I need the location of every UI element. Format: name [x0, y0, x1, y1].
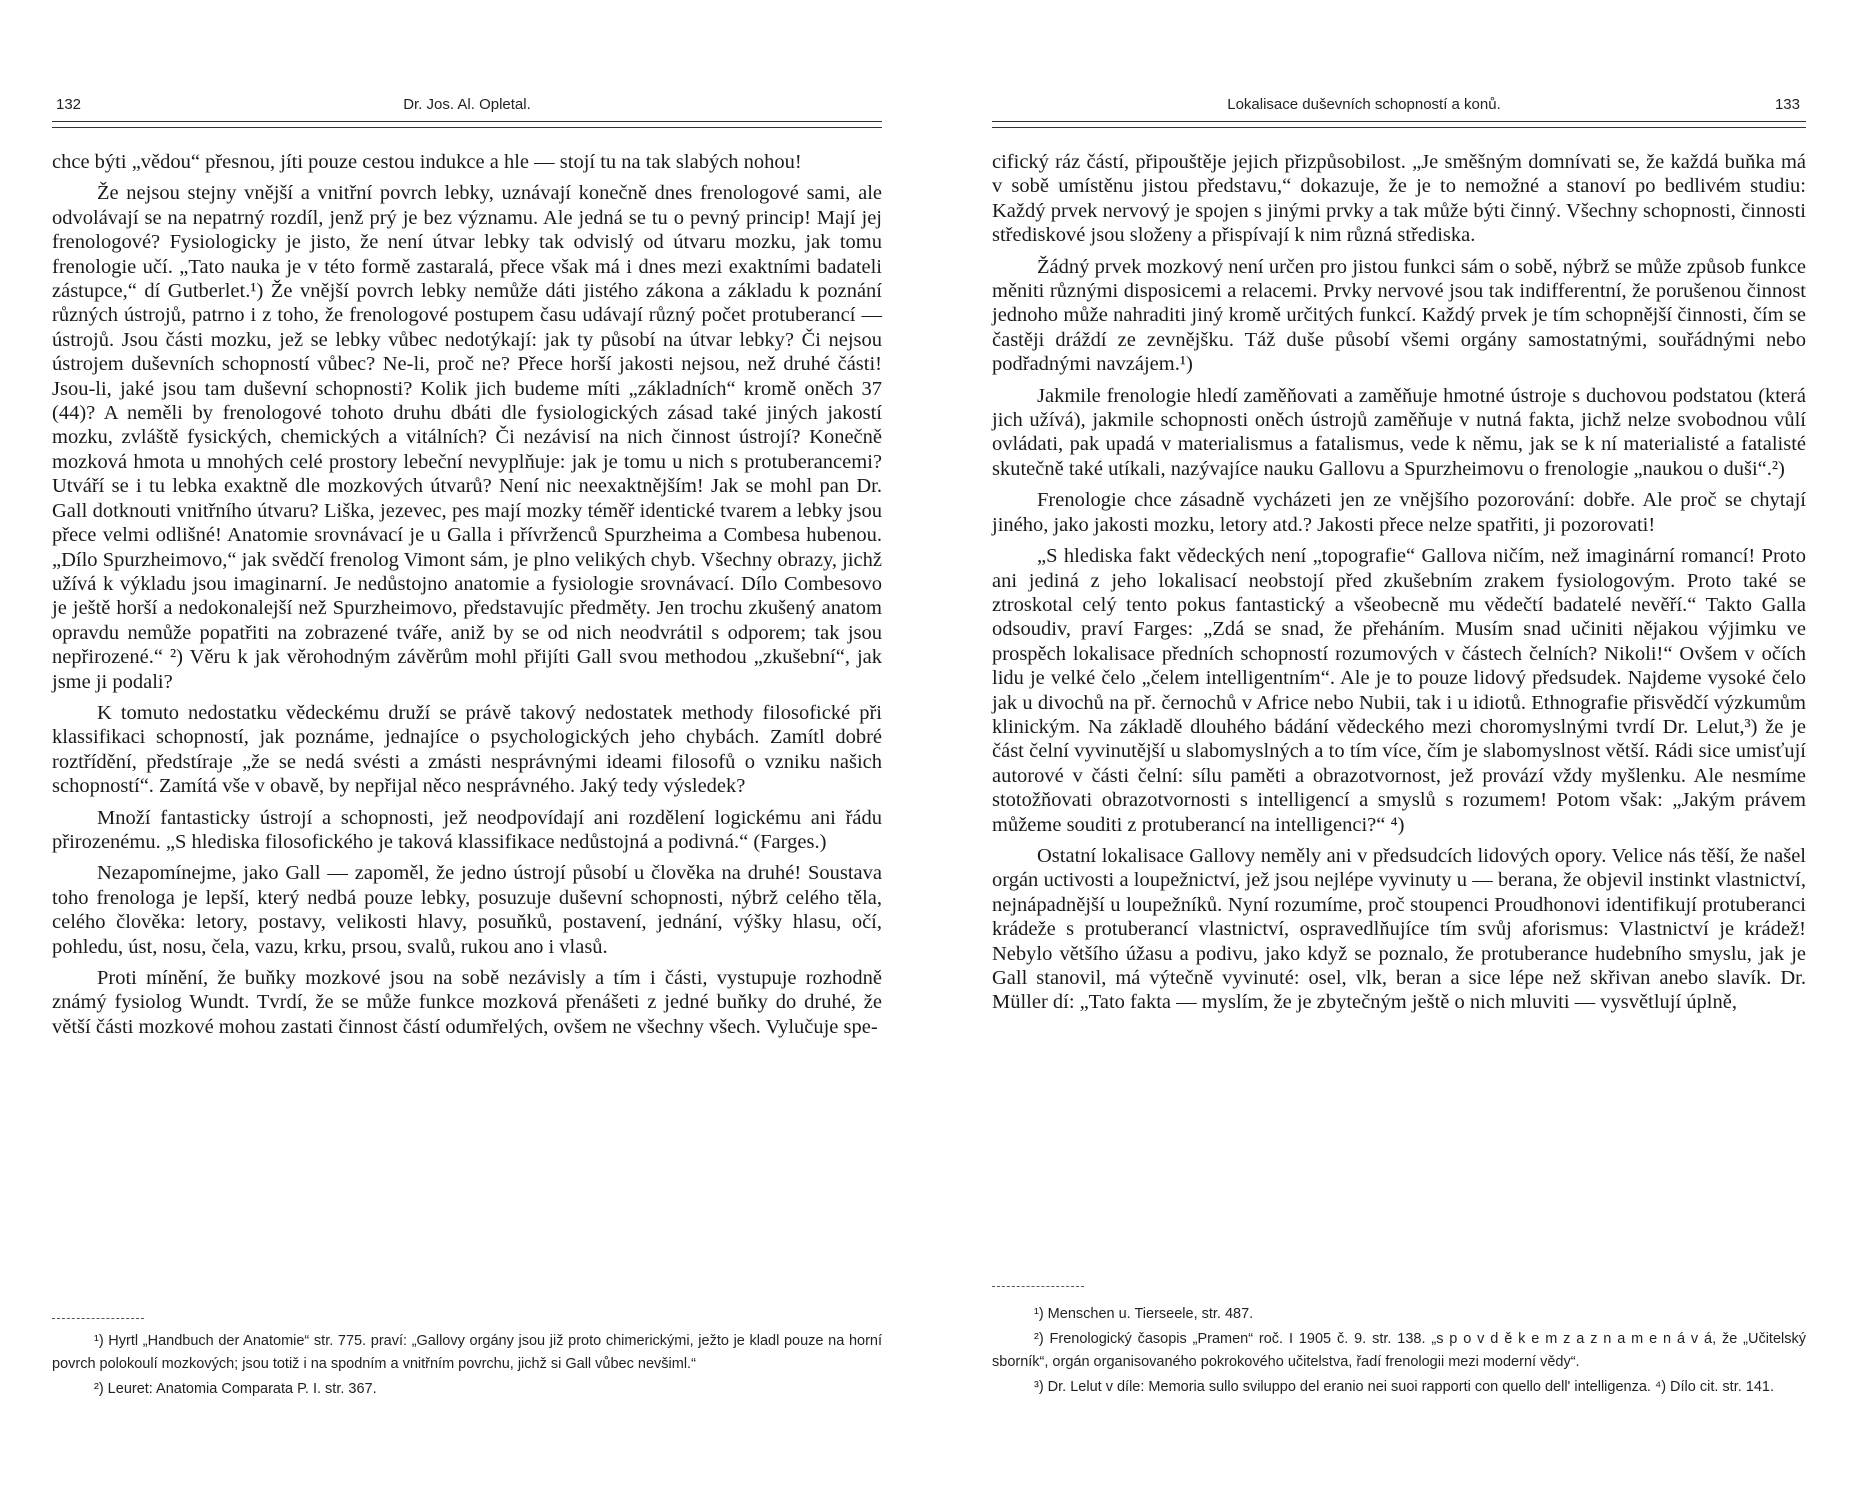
paragraph: Ostatní lokalisace Gallovy neměly ani v předsudcích lidových opory. Velice nás těší, že našel orgán uctivosti a loupežnictví, jež jsou nejlépe vyvinuty u — berana, že objevil instinkt vlastnictví, nejnápadnější u loupežníků. Nyní rozumíme, proč stoupenci Proudhonovi identifikují protuberanci krádeže s protuberancí vlastnictví, ospravedlňujíce tím svůj aforismus: Vlastnictví je krádež! Nebylo většího úžasu a podivu, jako když se poznalo, že protuberance hudebního smyslu, jak je Gall stanovil, má výtečně vyvinuté: osel, vlk, beran a sice lépe než skřivan anebo slavík. Dr. Müller dí: „Tato fakta — myslím, že je zbytečným ještě o nich mluviti — vysvětlují úplně,	[992, 844, 1806, 1014]
footnote: ²) Leuret: Anatomia Comparata P. I. str. 367.	[94, 1381, 377, 1397]
header-rule	[992, 121, 1806, 128]
paragraph: „S hlediska fakt vědeckých není „topografie“ Gallova ničím, než imaginární romancí! Proto ani jediná z jeho lokalisací neobstojí před zkušebním zrakem fysiologovým. Proto také se ztroskotal celý tento pokus fantastický a všeobecně mu vědečtí badatelé nevěří.“ Takto Galla odsoudiv, praví Farges: „Zdá se snad, že přeháním. Musím snad učiniti nějakou výjimku ve prospěch lokalisace předních schopností rozumových v částech čelních? Nikoli!“ Ovšem v očích lidu je velké čelo „čelem intelligentním“. Ale je to pouze lidový předsudek. Najdeme vysoké čelo jak u divochů na př. černochů v Africe nebo Nubii, tak i u idiotů. Ethnografie přisvědčí výzkumům klinickým. Na základě dlouhého bádání vědeckého mezi choromyslnými tvrdí Dr. Lelut,³) že je část čelní vyvinutější u slabomyslných a to tím více, čím je slabomyslnost větší. Rádi sice umisťují autorové v části čelní: sílu paměti a obrazotvornost, jež provází vždy myšlenku. Ale nesmíme stotožňovati obrazotvornosti s intelligencí a smyslů s rozumem! Potom však: „Jakým právem můžeme souditi z protuberancí na intelligenci?“ ⁴)	[992, 545, 1806, 836]
left-page-header	[52, 96, 882, 120]
footnotes	[52, 1330, 882, 1403]
page-number: 133	[1774, 96, 1800, 113]
footnotes	[992, 1303, 1806, 1401]
left-page	[52, 0, 882, 1500]
running-head: Lokalisace duševních schopností a konů.	[1227, 96, 1501, 113]
paragraph: cifický ráz částí, připouštěje jejich přizpůsobilost. „Je směšným domnívati se, že každá buňka má v sobě umístěnu jistou představu,“ dokazuje, že je to nemožné a stanoví po bedlivém studiu: Každý prvek nervový je spojen s jinými prvky a tak může býti činný. Všechny schopnosti, činnosti střediskové jsou složeny a přispívají k nim různá střediska.	[992, 151, 1806, 247]
right-page	[992, 0, 1806, 1500]
paragraph: Nezapomínejme, jako Gall — zapoměl, že jedno ústrojí působí u člověka na druhé! Soustava toho frenologa je lepší, který nedbá pouze lebky, posuzuje duševní schopnosti, nýbrž celého těla, celého člověka: letory, postavy, velikosti hlavy, posuňků, postavení, jednání, výšky hlasu, očí, pohledu, úst, nosu, čela, vazu, krku, prsou, svalů, rukou ano i vlasů.	[52, 862, 882, 958]
paragraph: Že nejsou stejny vnější a vnitřní povrch lebky, uznávají konečně dnes frenologové sami, ale odvolávají se na nepatrný rozdíl, jenž prý je bez významu. Ale jedná se tu o pevný princip! Mají jej frenologové? Fysiologicky je jisto, že není útvar lebky tak odvislý od útvaru mozku, jak tomu frenologie učí. „Tato nauka je v této formě zastaralá, přece však má i dnes mezi exaktními badateli zástupce,“ dí Gutberlet.¹) Že vnější povrch lebky nemůže dáti jistého zákona a základu k poznání různých ústrojů, patrno i z toho, že frenologové postupem času udávají různý počet protuberancí — ústrojů. Jsou části mozku, jež se lebky vůbec nedotýkají: jak ty působí na útvar lebky? Či nejsou ústrojem duševních schopností vůbec? Ne-li, proč ne? Přece horší jakosti nejsou, než druhé části! Jsou-li, jaké jsou tam duševní schopnosti? Kolik jich budeme míti „základních“ kromě oněch 37 (44)? A neměli by frenologové tohoto druhu dbáti dle fysiologických zásad také jiných jakostí mozku, zvláště fysických, chemických a vitálních? Či nezávisí na nich činnost ústrojí? Konečně mozková hmota u mnohých celé prostory lebeční nevyplňuje: jak je tomu u nich s protuberancemi? Utváří se i tu lebka exaktně dle mozkových útvarů? Není nic neexaktnějším! Jak se mohl pan Dr. Gall dotknouti vnitřního útvaru? Liška, jezevec, pes mají mozky téměř identické tvarem a lebky jsou přece velmi odlišné! Anatomie srovnávací je u Galla i přívrženců Spurzheima a Combesa hubenou. „Dílo Spurzheimovo,“ jak svědčí frenolog Vimont sám, je plno velikých chyb. Všechny obrazy, jichž užívá k výkladu jsou imaginarní. Je nedůstojno anatomie a fysiologie srovnávací. Dílo Combesovo je ještě horší a nedokonalejší než Spurzheimovo, představujíc předměty. Jen trochu zkušený anatom opravdu nemůže popatřiti na zobrazené tváře, aniž by se od nich neodvrátil s odporem; tak jsou nepřirozené.“ ²) Věru k jak věrohodným závěrům mohl přijíti Gall svou methodou „zkušební“, jak jsme ji podali?	[52, 182, 882, 693]
footnote-separator	[992, 1286, 1084, 1287]
page-number: 132	[56, 96, 82, 113]
paragraph: Žádný prvek mozkový není určen pro jistou funkci sám o sobě, nýbrž se může způsob funkce měniti různými disposicemi a relacemi. Prvky nervové jsou tak indifferentní, že porušenou činnost jednoho může nahraditi jiný kromě určitých funkcí. Každý prvek je tím schopnější činnosti, čím se častěji dráždí ze zevnějšku. Táž duše působí všemi orgány samostatnými, souřádnými nebo podřadnými navzájem.¹)	[992, 255, 1806, 376]
footnote: ¹) Menschen u. Tierseele, str. 487.	[1034, 1306, 1254, 1322]
right-page-header	[992, 96, 1806, 120]
paragraph: chce býti „vědou“ přesnou, jíti pouze cestou indukce a hle — stojí tu na tak slabých nohou!	[52, 151, 802, 173]
paragraph: Frenologie chce zásadně vycházeti jen ze vnějšího pozorování: dobře. Ale proč se chytají jiného, jako jakosti mozku, letory atd.? Jakosti přece nelze spatřiti, ji pozorovati!	[992, 489, 1806, 536]
paragraph: Jakmile frenologie hledí zaměňovati a zaměňuje hmotné ústroje s duchovou podstatou (která jich užívá), jakmile schopnosti oněch ústrojů zaměňuje v nutná fakta, jichž nelze svobodnou vůlí ovládati, pak upadá v materialismus a fatalismus, vede k němu, jak se k ní materialisté a fatalisté skutečně také utíkali, nazývajíce nauku Gallovu a Spurzheimovu o frenologie „naukou o duši“.²)	[992, 384, 1806, 480]
footnote: ²) Frenologický časopis „Pramen“ roč. I 1905 č. 9. str. 138. „s p o v d ě k e m z a z n a m e n á v á, že „Učitelský sborník“, orgán organisovaného pokrokového učitelstva, řadí frenologii mezi moderní vědy“.	[992, 1331, 1806, 1370]
running-head: Dr. Jos. Al. Opletal.	[403, 96, 531, 113]
paragraph: Množí fantasticky ústrojí a schopnosti, jež neodpovídají ani rozdělení logickému ani řádu přirozenému. „S hlediska filosofického je taková klassifikace nedůstojná a podivná.“ (Farges.)	[52, 806, 882, 853]
left-page-body	[52, 150, 882, 1046]
paragraph: Proti mínění, že buňky mozkové jsou na sobě nezávisly a tím i části, vystupuje rozhodně známý fysiolog Wundt. Tvrdí, že se může funkce mozková přenášeti z jedné buňky do druhé, že větší části mozkové mohou zastati činnost částí odumřelých, ovšem ne všechny všech. Vylučuje spe-	[52, 967, 882, 1038]
right-page-body	[992, 150, 1806, 1022]
footnote: ¹) Hyrtl „Handbuch der Anatomie“ str. 775. praví: „Gallovy orgány jsou již proto chimerickými, ježto je kladl pouze na horní povrch polokoulí mozkových; jsou totiž i na spodním a vnitřním povrchu, jichž si Gall vůbec nevšiml.“	[52, 1333, 882, 1372]
paragraph: K tomuto nedostatku vědeckému druží se právě takový nedostatek methody filosofické při klassifikaci schopností, jak poznáme, jednajíce o psychologických jeho chybách. Zamítl dobré roztřídění, předstíraje „že se nedá svésti a zmásti nesprávnými ideami filosofů o vzniku našich schopností“. Zamítá vše v obavě, by nepřijal něco nesprávného. Jaký tedy výsledek?	[52, 701, 882, 798]
footnote-separator	[52, 1318, 144, 1319]
footnote: ³) Dr. Lelut v díle: Memoria sullo sviluppo del eranio nei suoi rapporti con quello dell' intelligenza. ⁴) Dílo cit. str. 141.	[1034, 1379, 1775, 1395]
header-rule	[52, 121, 882, 128]
